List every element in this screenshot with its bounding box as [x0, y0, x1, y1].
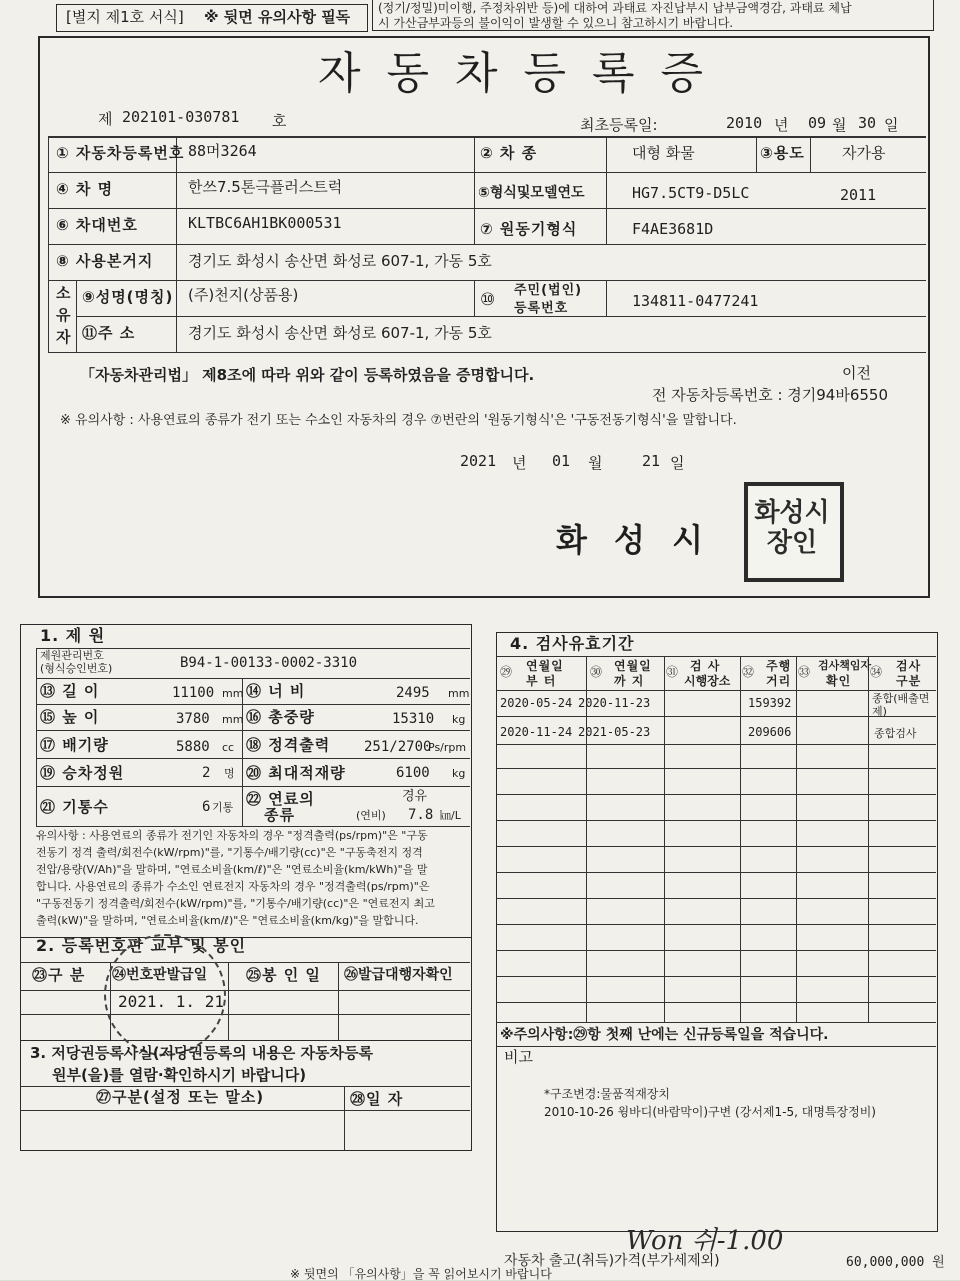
row-line — [36, 758, 470, 759]
plate-col-issue-date: ㉔번호판발급일 — [112, 967, 208, 983]
insp-h4-num: ㉜ — [742, 665, 755, 679]
price-value: 60,000,000 원 — [846, 1255, 945, 1270]
use: 자가용 — [842, 144, 886, 162]
inspection-notice: ※주의사항:㉙항 첫째 난에는 신규등록일을 적습니다. — [500, 1027, 829, 1043]
row-line — [48, 352, 926, 353]
length-label: ⑬ 길 이 — [40, 682, 100, 700]
insp-h5-num: ㉝ — [798, 665, 811, 679]
width: 2495 — [396, 685, 430, 701]
specs-note-line: 전압/용량(V/Ah)"을 말하며, "연료소비율(km/ℓ)"은 "연료소비율(km/kWh)"을 말 — [36, 863, 428, 876]
issuer-name: 화 성 시 — [556, 521, 712, 559]
col-line — [474, 136, 475, 244]
owner-side-1: 소 — [56, 284, 72, 302]
reg-no: 88머3264 — [188, 142, 257, 160]
col-line — [586, 656, 587, 1022]
bottom-notice: ※ 뒷면의 「유의사항」을 꼭 읽어보시기 바랍니다 — [290, 1267, 552, 1281]
row-line — [76, 316, 926, 317]
first-reg-day: 30 — [858, 114, 877, 132]
power-unit: Ps/rpm — [428, 741, 467, 754]
row-line — [496, 1022, 936, 1023]
displacement-unit: cc — [222, 741, 235, 754]
owner-id: 134811-0477241 — [632, 292, 759, 310]
specs-note-line: 합니다. 사용연료의 종류가 수소인 연료전지 자동차의 경우 "정격출력(ps/rpm)"은 — [36, 880, 430, 893]
owner-side-2: 유 — [56, 306, 72, 324]
first-reg-label: 최초등록일: — [580, 116, 658, 134]
table-top-line — [48, 136, 926, 138]
model-year: 2011 — [840, 186, 877, 204]
insp-h1-b: 부 터 — [526, 674, 557, 688]
insp-h1-a: 연월일 — [526, 659, 564, 673]
width-label: ⑭ 너 비 — [246, 682, 306, 700]
insp-row-kind: 종합(배출면제) — [872, 692, 930, 718]
gross-weight: 15310 — [392, 711, 435, 727]
model-label: ⑤형식및모델연도 — [478, 185, 585, 201]
engine-label: ⑦ 원동기형식 — [480, 220, 578, 238]
row-line — [36, 826, 470, 827]
seats-label: ⑲ 승차정원 — [40, 764, 125, 782]
power: 251/2700 — [364, 739, 432, 755]
first-reg-year: 2010 — [726, 114, 763, 132]
issue-month: 01 — [552, 452, 571, 470]
plate-col-seal-date: ㉕봉 인 일 — [246, 966, 321, 984]
plate-col-type: ㉓구 분 — [32, 966, 86, 984]
stamp-date: 2021. 1. 21 — [118, 992, 224, 1011]
lien-col-date: ㉘일 자 — [350, 1090, 404, 1108]
insp-h2-b: 까 지 — [614, 674, 645, 688]
col-line — [740, 656, 741, 1022]
vehicle-name-label: ④ 차 명 — [56, 180, 114, 198]
row-line — [48, 280, 926, 281]
max-load-unit: kg — [452, 767, 466, 780]
cylinders-unit: 기통 — [212, 801, 234, 814]
insp-h2-num: ㉚ — [590, 665, 603, 679]
insp-h5-a: 검사책임자 — [818, 659, 872, 672]
specs-title: 1. 제 원 — [40, 626, 106, 645]
insp-h4-b: 거리 — [766, 674, 792, 688]
row-line — [48, 172, 926, 173]
issue-month-suffix: 월 — [588, 454, 603, 472]
remarks-line-1: *구조변경:물품적재장치 — [544, 1087, 670, 1101]
row-line — [496, 846, 936, 847]
height: 3780 — [176, 711, 210, 727]
insp-h3-b: 시행장소 — [684, 674, 731, 688]
row-line — [48, 244, 926, 245]
issue-day: 21 — [642, 452, 661, 470]
owner-side-3: 자 — [56, 328, 72, 346]
insp-h1-num: ㉙ — [500, 665, 513, 679]
col-line — [338, 962, 339, 1040]
col-line — [344, 1086, 345, 1150]
col-line — [756, 136, 757, 172]
row-line — [48, 208, 926, 209]
col-line — [606, 136, 607, 244]
insp-h6-b: 구분 — [896, 674, 922, 688]
row-line — [496, 1046, 936, 1047]
cert-no: 202101-030781 — [122, 108, 240, 126]
approval-label-1: 제원관리번호 — [40, 649, 104, 662]
fuel-label-1: ㉒ 연료의 — [246, 790, 315, 808]
row-line — [496, 872, 936, 873]
row-line — [496, 1002, 936, 1003]
fuel-label-2: 종류 — [264, 806, 295, 824]
displacement-label: ⑰ 배기량 — [40, 736, 109, 754]
gross-label: ⑯ 총중량 — [246, 708, 315, 726]
row-line — [20, 962, 470, 963]
owner-id-num: ⑩ — [480, 290, 496, 310]
row-line — [36, 678, 470, 679]
specs-note-line: "구동전동기 정격출력/회전수(kW/rpm)"를, "기통수/배기량(cc)"은 "연료전지 최고 — [36, 897, 435, 910]
height-label: ⑮ 높 이 — [40, 708, 100, 726]
use-label: ③용도 — [760, 144, 805, 162]
seal-text: 화성시장인 — [754, 498, 830, 558]
col-line — [48, 136, 49, 352]
row-line — [36, 704, 470, 705]
row-line — [496, 976, 936, 977]
insp-h4-a: 주행 — [766, 659, 792, 673]
row-line — [36, 786, 470, 787]
row-line — [496, 950, 936, 951]
cert-no-prefix: 제 — [98, 110, 113, 128]
cert-note: ※ 유의사항 : 사용연료의 종류가 전기 또는 수소인 자동차의 경우 ⑦번란의 '원동기형식'은 '구동전동기형식'을 말합니다. — [60, 413, 737, 428]
insp-h6-num: ㉞ — [870, 665, 883, 679]
col-line — [796, 656, 797, 1022]
issue-day-suffix: 일 — [670, 454, 685, 472]
insp-row-from: 2020-05-24 — [500, 696, 573, 710]
base-address: 경기도 화성시 송산면 화성로 607-1, 가동 5호 — [188, 252, 492, 270]
inspection-frame — [496, 632, 938, 1232]
insp-row-to: 2020-11-23 — [578, 696, 651, 710]
vin: KLTBC6AH1BK000531 — [188, 214, 342, 232]
year-suffix: 년 — [774, 116, 789, 134]
col-line — [868, 656, 869, 1022]
insp-row-from: 2020-11-24 — [500, 725, 573, 739]
approval-label-2: (형식승인번호) — [40, 662, 113, 675]
gross-unit: kg — [452, 713, 466, 726]
col-line — [242, 678, 243, 826]
reg-no-label: ① 자동차등록번호 — [56, 144, 185, 162]
displacement: 5880 — [176, 739, 210, 755]
height-unit: mm — [222, 713, 244, 726]
row-line — [20, 1086, 470, 1087]
insp-row-to: 2021-05-23 — [578, 725, 651, 739]
max-load-label: ⑳ 최대적재량 — [246, 764, 346, 782]
row-line — [496, 744, 936, 745]
row-line — [496, 794, 936, 795]
page-title: 자 동 차 등 록 증 — [318, 48, 709, 99]
insp-row-mileage: 209606 — [748, 725, 792, 739]
issue-year: 2021 — [460, 452, 497, 470]
col-line — [36, 648, 37, 826]
length: 11100 — [172, 685, 215, 701]
insp-h6-a: 검사 — [896, 659, 922, 673]
form-tag: [별지 제1호 서식] — [66, 8, 184, 26]
price-label: 자동차 출고(취득)가격(부가세제외) — [504, 1253, 720, 1269]
row-line — [496, 924, 936, 925]
efficiency: 7.8 — [408, 807, 434, 823]
col-line — [664, 656, 665, 1022]
row-line — [496, 690, 936, 691]
insp-h5-b: 확인 — [826, 674, 852, 688]
prev-reg-no: 전 자동차등록번호 : 경기94바6550 — [652, 386, 889, 404]
law-statement: 「자동차관리법」 제8조에 따라 위와 같이 등록하였음을 증명합니다. — [80, 366, 535, 384]
issue-year-suffix: 년 — [512, 454, 527, 472]
seats: 2 — [202, 765, 211, 781]
row-line — [20, 990, 470, 991]
notice-title: ※ 뒷면 유의사항 필독 — [204, 8, 351, 26]
insp-row-kind: 종합검사 — [874, 727, 917, 740]
fuel-type: 경유 — [402, 789, 428, 804]
lien-title-2: 원부(을)를 열람·확인하시기 바랍니다) — [52, 1066, 307, 1084]
plate-col-agent: ㉖발급대행자확인 — [344, 967, 453, 983]
seats-unit: 명 — [224, 767, 235, 780]
row-line — [36, 730, 470, 731]
owner-name-label: ⑨성명(명칭) — [82, 288, 174, 306]
row-line — [496, 656, 936, 657]
prev-label: 이전 — [842, 364, 871, 382]
lien-col-type: ㉗구분(설정 또는 말소) — [96, 1088, 265, 1106]
owner-name: (주)천지(상품용) — [188, 286, 299, 304]
power-label: ⑱ 정격출력 — [246, 736, 331, 754]
row-line — [496, 898, 936, 899]
insp-h2-a: 연월일 — [614, 659, 652, 673]
model: HG7.5CT9-D5LC — [632, 184, 750, 202]
remarks-label: 비고 — [504, 1048, 533, 1066]
lien-title-1: 3. 저당권등록사실(저당권등록의 내용은 자동차등록 — [30, 1044, 373, 1062]
row-line — [20, 1110, 470, 1111]
owner-id-label-1: 주민(법인) — [514, 283, 583, 298]
remarks-line-2: 2010-10-26 윙바디(바람막이)구변 (강서제1-5, 대명특장정비) — [544, 1105, 876, 1119]
vehicle-name: 한쓰7.5톤극플러스트럭 — [188, 178, 343, 196]
col-line — [76, 280, 77, 352]
insp-row-mileage: 159392 — [748, 696, 792, 710]
col-line — [228, 962, 229, 1040]
row-line — [496, 716, 936, 717]
vin-label: ⑥ 차대번호 — [56, 216, 138, 234]
length-unit: mm — [222, 687, 244, 700]
row-line — [20, 1014, 470, 1015]
first-reg-month: 09 — [808, 114, 827, 132]
owner-id-label-2: 등록번호 — [514, 301, 569, 316]
owner-address: 경기도 화성시 송산면 화성로 607-1, 가동 5호 — [188, 324, 492, 342]
col-line — [176, 136, 177, 352]
row-line — [496, 768, 936, 769]
specs-note-line: 유의사항 : 사용연료의 종류가 전기인 자동차의 경우 "정격출력(ps/rpm)"은 "구동 — [36, 829, 428, 842]
specs-note-line: 전동기 정격 출력/회전수(kW/rpm)"를, "기통수/배기량(cc)"은 "구동축전지 정격 — [36, 846, 423, 859]
col-line — [810, 136, 811, 172]
vehicle-type: 대형 화물 — [632, 144, 695, 162]
notice-line-1: (정기/정밀)미이행, 주정차위반 등)에 대하여 과태료 자진납부시 납부금액경감, 과태료 체납 — [378, 1, 852, 15]
efficiency-unit: ㎞/L — [440, 809, 461, 822]
plate-title: 2. 등록번호판 교부 및 봉인 — [36, 936, 247, 955]
cylinders: 6 — [202, 799, 211, 815]
width-unit: mm — [448, 687, 470, 700]
approval-no: B94-1-00133-0002-3310 — [180, 655, 358, 671]
max-load: 6100 — [396, 765, 430, 781]
owner-addr-label: ⑪주 소 — [82, 324, 136, 342]
engine: F4AE3681D — [632, 220, 714, 238]
cert-no-suffix: 호 — [272, 112, 287, 130]
month-suffix: 월 — [832, 116, 847, 134]
inspection-title: 4. 검사유효기간 — [510, 634, 635, 653]
insp-h3-a: 검 사 — [690, 659, 721, 673]
notice-line-2: 시 가산금부과등의 불이익이 발생할 수 있으니 참고하시기 바랍니다. — [378, 16, 734, 30]
handwritten-note: Won 쉬-1.00 — [626, 1226, 784, 1256]
col-line — [606, 280, 607, 316]
cylinders-label: ㉑ 기통수 — [40, 798, 109, 816]
efficiency-label: (연비) — [356, 809, 386, 822]
row-line — [496, 820, 936, 821]
vehicle-type-label: ② 차 종 — [480, 144, 538, 162]
day-suffix: 일 — [884, 116, 899, 134]
insp-h3-num: ㉛ — [666, 665, 679, 679]
base-label: ⑧ 사용본거지 — [56, 252, 154, 270]
specs-note-line: 출력(kW)"을 말하며, "연료소비율(km/ℓ)"은 "연료소비율(km/kg)"을 말합니다. — [36, 914, 419, 927]
col-line — [474, 280, 475, 316]
